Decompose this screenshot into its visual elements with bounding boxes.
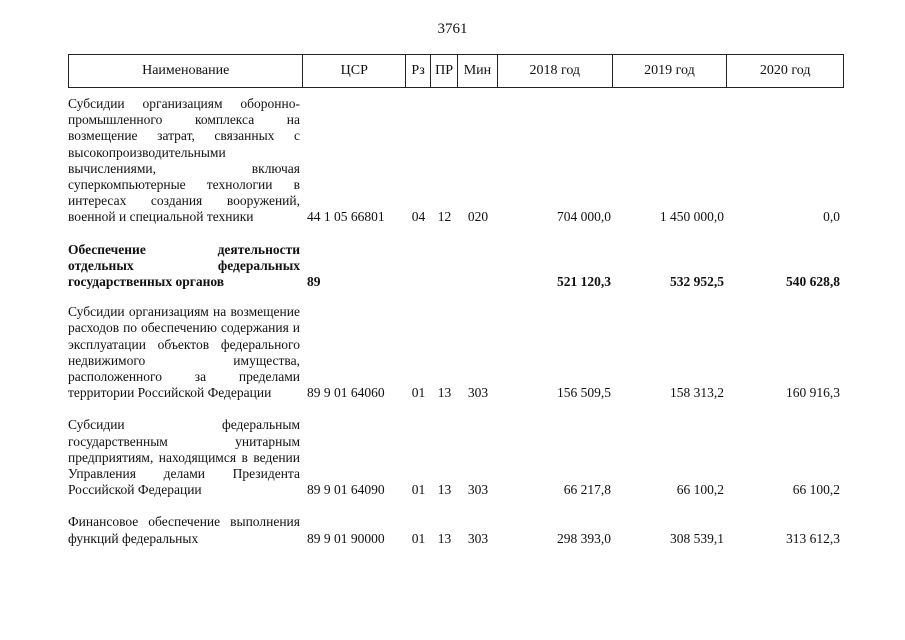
- row-min: 020: [467, 209, 489, 225]
- row-csr: 44 1 05 66801: [307, 209, 385, 225]
- table-row: [68, 304, 844, 401]
- row-2020: 160 916,3: [786, 385, 840, 401]
- row-2020: 66 100,2: [792, 482, 840, 498]
- row-rz: 04: [411, 209, 426, 225]
- row-rz: 01: [411, 482, 426, 498]
- row-2020: 313 612,3: [786, 530, 840, 546]
- row-pr: 12: [437, 209, 452, 225]
- row-2019: 66 100,2: [676, 482, 724, 498]
- row-2019: 1 450 000,0: [659, 209, 724, 225]
- table-row: [68, 514, 844, 546]
- table-row: [68, 96, 844, 226]
- row-2019: 308 539,1: [670, 530, 724, 546]
- header-csr: ЦСР: [303, 55, 406, 87]
- header-2019: 2019 год: [613, 55, 728, 87]
- row-2019: 158 313,2: [670, 385, 724, 401]
- row-name: Субсидии организациям оборонно-промышленного комплекса на возмещение затрат, связанных с высокопроизводительными вычислениями, включая суперкомпьютерные технологии в интересах создания вооружений, военной и специальной техники: [68, 96, 300, 225]
- row-pr: 13: [437, 482, 452, 498]
- header-pr: ПР: [431, 55, 458, 87]
- row-min: 303: [467, 385, 489, 401]
- row-csr: 89 9 01 64060: [307, 385, 385, 401]
- row-2018: 521 120,3: [557, 274, 611, 290]
- header-name: Наименование: [69, 55, 303, 87]
- row-min: 303: [467, 530, 489, 546]
- row-name: Обеспечение деятельности отдельных федеральных государственных органов: [68, 241, 300, 290]
- row-csr: 89 9 01 90000: [307, 530, 385, 546]
- header-min: Мин: [458, 55, 498, 87]
- header-2018: 2018 год: [498, 55, 613, 87]
- header-rz: Рз: [406, 55, 431, 87]
- row-2020: 540 628,8: [786, 274, 840, 290]
- row-2019: 532 952,5: [670, 274, 724, 290]
- header-2020: 2020 год: [759, 63, 811, 78]
- row-pr: 13: [437, 385, 452, 401]
- row-2018: 156 509,5: [557, 385, 611, 401]
- table-row: [68, 242, 844, 291]
- table-header: [68, 54, 844, 88]
- row-csr: 89: [307, 274, 321, 290]
- table-body: [68, 96, 844, 547]
- row-rz: 01: [411, 385, 426, 401]
- row-2020: 0,0: [823, 209, 840, 225]
- table-row: [68, 417, 844, 498]
- row-2018: 66 217,8: [563, 482, 611, 498]
- row-rz: 01: [411, 530, 426, 546]
- row-name: Субсидии федеральным государственным унитарным предприятиям, находящимся в ведении Управления делами Президента Российской Федерации: [68, 417, 300, 498]
- row-csr: 89 9 01 64090: [307, 482, 385, 498]
- row-2018: 298 393,0: [557, 530, 611, 546]
- row-min: 303: [467, 482, 489, 498]
- page-number: 3761: [437, 21, 468, 37]
- row-pr: 13: [437, 530, 452, 546]
- row-name: Финансовое обеспечение выполнения функций федеральных: [68, 514, 300, 546]
- row-name: Субсидии организациям на возмещение расходов по обеспечению содержания и эксплуатации объектов федерального недвижимого имущества, расположенного за пределами территории Российской Федерации: [68, 304, 300, 401]
- row-2018: 704 000,0: [557, 209, 611, 225]
